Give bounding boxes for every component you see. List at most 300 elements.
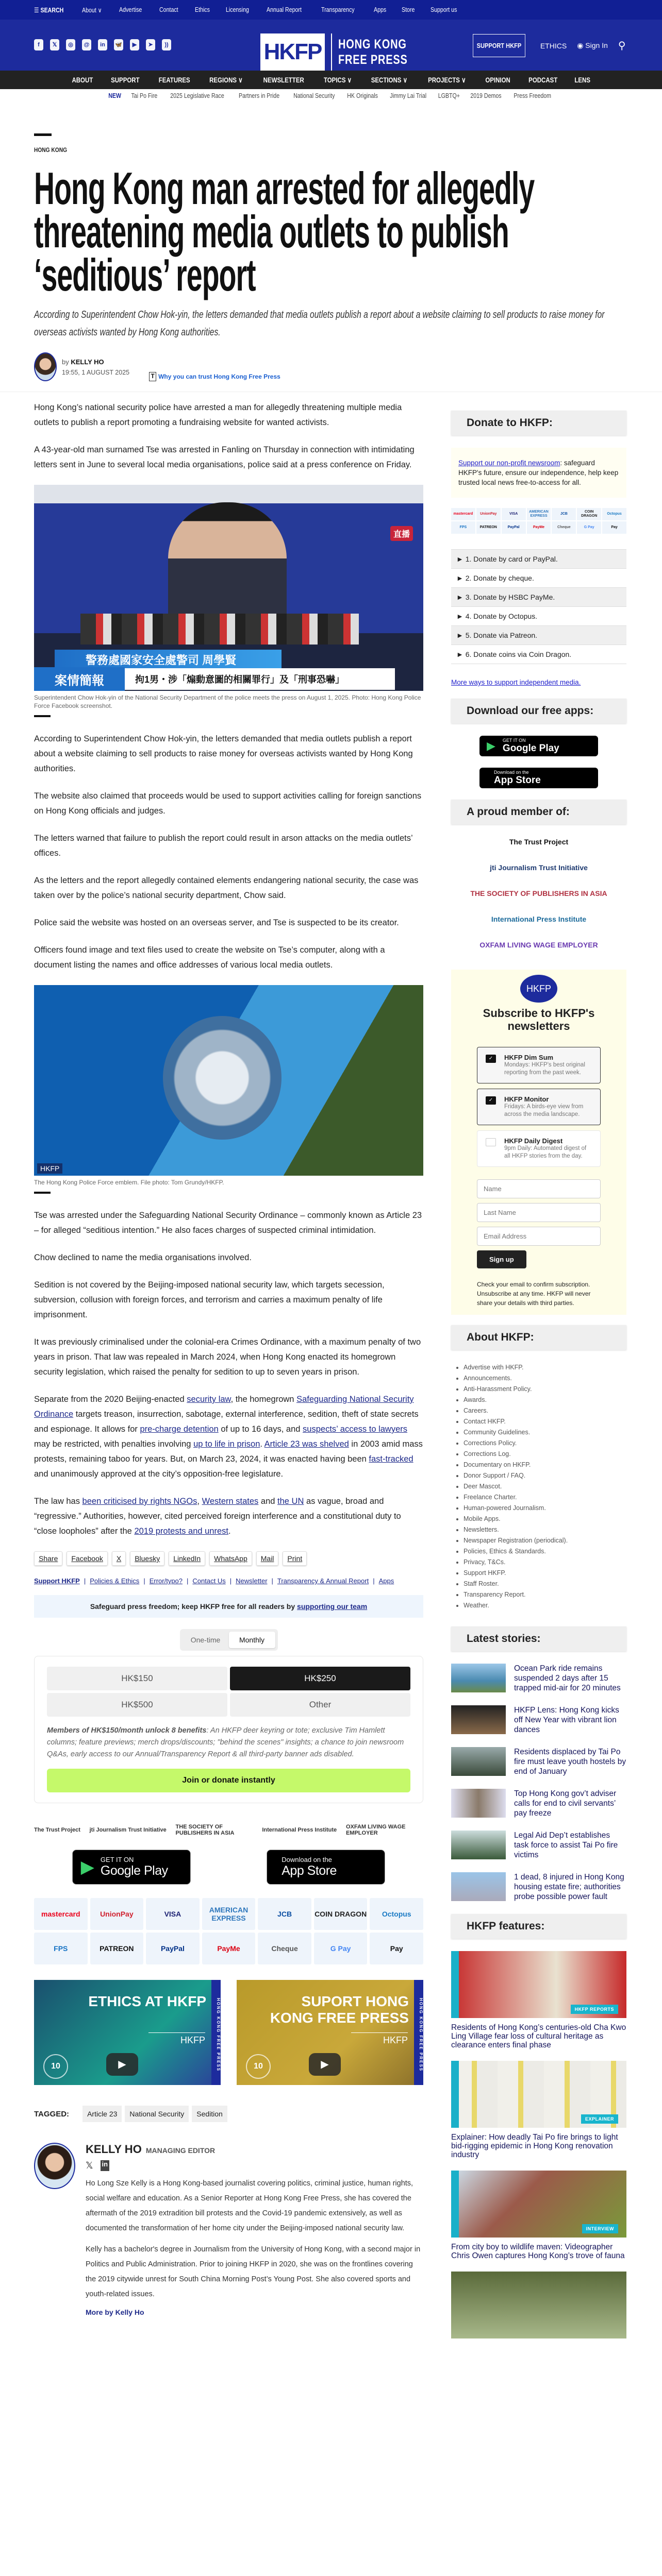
video-thumbnail[interactable] bbox=[237, 1980, 423, 2085]
payment-logo: mastercard bbox=[34, 1898, 88, 1930]
about-link[interactable]: • Contact HKFP. bbox=[464, 1416, 626, 1427]
video-title: ETHICS AT HKFP bbox=[88, 1993, 206, 2009]
about-link[interactable]: • Newspaper Registration (periodical). bbox=[464, 1535, 626, 1546]
benefits-text: : An HKFP deer keyring or tote; exclusive Tim Hamlett columns; feature previews; merch drops/discounts; "behind the scenes" insights; a chance to join newsroom Q&As, early access to our Annual/Transparency Report & all third-party banner ads disabled. bbox=[47, 1726, 404, 1758]
name-input[interactable] bbox=[477, 1179, 601, 1198]
video-title: SUPORT HONG KONG FREE PRESS bbox=[270, 1993, 409, 2026]
top-bar bbox=[0, 0, 662, 20]
hkfp-side-strip bbox=[451, 2061, 459, 2128]
join-donate-button[interactable]: Join or donate instantly bbox=[47, 1769, 410, 1792]
search-icon[interactable]: ⚲ bbox=[618, 40, 626, 52]
inline-link[interactable]: security law bbox=[187, 1395, 231, 1404]
payment-logo: FPS bbox=[34, 1933, 88, 1964]
about-link[interactable]: • Mobile Apps. bbox=[464, 1514, 626, 1524]
paragraph-text: and bbox=[258, 1497, 278, 1506]
checkbox[interactable]: ✓ bbox=[486, 1096, 496, 1105]
play-icon[interactable]: ▶ bbox=[309, 2053, 341, 2076]
photo-caption: Superintendent Chow Hok-yin of the National Security Department of the police meets the press on August 1, 2025. Photo: Hong Kong Police Force Facebook screenshot. bbox=[34, 694, 421, 709]
one-time-tab[interactable]: One-time bbox=[190, 1636, 221, 1644]
checkbox[interactable] bbox=[486, 1138, 496, 1146]
article-paragraph bbox=[34, 732, 423, 776]
inline-link[interactable]: Western states bbox=[202, 1497, 259, 1506]
inline-link[interactable]: pre-charge detention bbox=[140, 1425, 219, 1434]
story-title[interactable]: Top Hong Kong gov’t adviser calls for end to civil servants’ pay freeze bbox=[514, 1789, 617, 1818]
by-label: by bbox=[62, 358, 69, 366]
ten-years-badge: 10 bbox=[43, 2054, 68, 2079]
support-newsroom-link[interactable]: Support our non-profit newsroom bbox=[458, 459, 560, 467]
topbar-item[interactable]: Apps bbox=[373, 6, 386, 13]
author-link[interactable]: KELLY HO bbox=[71, 358, 104, 366]
store-name: App Store bbox=[282, 1863, 337, 1878]
linkedin-icon[interactable]: in bbox=[101, 2160, 110, 2171]
feature-story[interactable] bbox=[451, 2171, 626, 2260]
article-lede: According to Superintendent Chow Hok-yin, the letters demanded that media outlets publish a report about a website claiming to sell products to raise money for overseas activists wanted by Hong Kong authorities. bbox=[34, 309, 605, 338]
feature-title[interactable]: From city boy to wildlife maven: Videographer Chris Owen captures Hong Kong’s trove of fauna bbox=[451, 2243, 625, 2260]
about-link[interactable]: • Deer Mascot. bbox=[464, 1481, 626, 1492]
rss-icon[interactable]: )) bbox=[162, 39, 171, 50]
inline-link[interactable]: up to life in prison bbox=[193, 1439, 260, 1449]
member-logo[interactable]: jti Journalism Trust Initiative bbox=[490, 863, 588, 872]
story-thumbnail[interactable] bbox=[451, 1789, 506, 1818]
share-print-button[interactable]: Print bbox=[283, 1551, 307, 1566]
trending-item[interactable]: LGBTQ+ bbox=[438, 92, 460, 99]
donate-method[interactable]: ► 5. Donate via Patreon. bbox=[451, 625, 626, 645]
nav-item[interactable]: LENS bbox=[574, 76, 591, 84]
x-icon[interactable]: 𝕏 bbox=[86, 2160, 93, 2171]
feature-image[interactable] bbox=[451, 2061, 626, 2128]
nav-item[interactable]: PODCAST bbox=[528, 76, 558, 84]
payment-logo-small: PATREON bbox=[476, 521, 501, 534]
about-heading: About HKFP: bbox=[451, 1325, 626, 1350]
nav-item[interactable]: REGIONS ∨ bbox=[209, 75, 243, 84]
footer-link[interactable]: Policies & Ethics bbox=[90, 1577, 140, 1585]
tag[interactable]: Sedition bbox=[192, 2106, 227, 2122]
paragraph-text: Officers found image and text files used to create the website on Tse’s computer, along with a document listing the names and office addresses of various local media outlets. bbox=[34, 945, 385, 970]
member-logo[interactable]: OXFAM LIVING WAGE EMPLOYER bbox=[345, 1824, 406, 1836]
donation-box bbox=[34, 1656, 423, 1803]
latest-story[interactable] bbox=[451, 1705, 626, 1735]
share-x-button[interactable]: X bbox=[112, 1551, 126, 1566]
trending-item[interactable]: Tai Po Fire bbox=[131, 92, 157, 99]
about-link[interactable]: • Policies, Ethics & Standards. bbox=[464, 1546, 626, 1557]
option-desc: Mondays: HKFP's best original reporting from the past week. bbox=[504, 1062, 585, 1076]
payment-logo-small: AMERICAN EXPRESS bbox=[527, 508, 551, 520]
donate-method[interactable]: ► 6. Donate coins via Coin Dragon. bbox=[451, 645, 626, 664]
option-desc: 9pm Daily: Automated digest of all HKFP stories from the day. bbox=[504, 1145, 587, 1159]
inline-link[interactable]: the UN bbox=[277, 1497, 304, 1506]
about-link[interactable]: • Newsletters. bbox=[464, 1524, 626, 1535]
hkfp-logo[interactable] bbox=[260, 33, 425, 71]
supporting-link[interactable]: supporting our team bbox=[297, 1602, 368, 1611]
newsletter-title: Subscribe to HKFP's newsletters bbox=[483, 1007, 595, 1032]
video-thumbnail[interactable] bbox=[34, 1980, 221, 2085]
trending-item[interactable]: HK Originals bbox=[347, 92, 378, 99]
footer-link[interactable]: Apps bbox=[378, 1577, 394, 1585]
about-link[interactable]: • Privacy, T&Cs. bbox=[464, 1557, 626, 1568]
about-link[interactable]: • Donor Support / FAQ. bbox=[464, 1470, 626, 1481]
article-paragraph bbox=[34, 443, 423, 472]
paragraph-text: A 43-year-old man surnamed Tse was arrested in Fanling on Thursday in connection with intimidating letters sent in June to several local media organisations, police said at a press conference on Friday. bbox=[34, 445, 415, 469]
option-name: HKFP Daily Digest bbox=[504, 1137, 563, 1145]
paragraph-text: It was previously criminalised under the colonial-era Crimes Ordinance, with a maximum penalty of two years in prison. That law was repealed in March 2024, when Hong Kong enacted its homegrown security legislation, which raised the penalty for sedition to up to seven years in prison. bbox=[34, 1337, 421, 1377]
paragraph-text: Police said the website was hosted on an overseas server, and Tse is suspected to be its creator. bbox=[34, 918, 399, 927]
hkfp-logo: HKFP bbox=[520, 975, 557, 1003]
trust-link[interactable] bbox=[149, 372, 280, 381]
payment-logo: Pay bbox=[370, 1933, 423, 1964]
social-links bbox=[34, 39, 171, 50]
store-small: GET IT ON bbox=[100, 1856, 134, 1863]
share-share-button[interactable]: Share bbox=[34, 1551, 62, 1566]
payment-logo: JCB bbox=[258, 1898, 311, 1930]
section-rule bbox=[34, 715, 51, 717]
feature-image[interactable] bbox=[451, 2272, 626, 2338]
author-role: MANAGING EDITOR bbox=[145, 2146, 216, 2155]
about-link[interactable]: • Weather. bbox=[464, 1600, 626, 1611]
about-link[interactable]: • Staff Roster. bbox=[464, 1579, 626, 1589]
paragraph-text: , the homegrown bbox=[230, 1395, 297, 1404]
about-links bbox=[451, 1362, 626, 1611]
payment-logo: PayPal bbox=[146, 1933, 200, 1964]
member-benefits bbox=[47, 1725, 410, 1760]
facebook-icon[interactable]: f bbox=[34, 39, 43, 50]
member-logo[interactable]: International Press Institute bbox=[262, 1827, 337, 1833]
instagram-icon[interactable]: ◎ bbox=[66, 39, 75, 50]
tags bbox=[34, 2106, 423, 2122]
checkbox[interactable]: ✓ bbox=[486, 1055, 496, 1063]
latest-story[interactable] bbox=[451, 1831, 626, 1860]
payment-logo-small: Octopus bbox=[602, 508, 626, 520]
member-logo[interactable]: The Trust Project bbox=[509, 838, 569, 846]
footer-link[interactable]: Transparency & Annual Report bbox=[277, 1577, 369, 1585]
story-thumbnail[interactable] bbox=[451, 1872, 506, 1901]
logo-divider bbox=[331, 33, 332, 71]
about-link[interactable]: • Transparency Report. bbox=[464, 1589, 626, 1600]
story-title[interactable]: 1 dead, 8 injured in Hong Kong housing estate fire; authorities probe possible power fault bbox=[514, 1873, 624, 1901]
store-name: Google Play bbox=[100, 1863, 168, 1878]
trending-item[interactable]: 2019 Demos bbox=[470, 92, 502, 99]
topbar-item[interactable]: Transparency bbox=[321, 6, 355, 13]
author-bio: Ho Long Sze Kelly is a Hong Kong-based journalist covering politics, criminal justice, human rights, social welfare and education. As a Senior Reporter at Hong Kong Free Press, she has covered the aftermath of the 2019 extradition bill protests and the Covid-19 pandemic extensively, as well as documented the transformation of her home city under the Beijing-imposed national security law. bbox=[86, 2179, 413, 2232]
member-logo[interactable]: THE SOCIETY OF PUBLISHERS IN ASIA bbox=[175, 1824, 235, 1836]
trending-item[interactable]: National Security bbox=[293, 92, 335, 99]
latest-heading: Latest stories: bbox=[451, 1626, 626, 1651]
bluesky-icon[interactable]: 🦋 bbox=[114, 39, 123, 50]
member-logo[interactable]: International Press Institute bbox=[491, 915, 587, 923]
latest-story[interactable] bbox=[451, 1872, 626, 1902]
donate-method[interactable]: ► 1. Donate by card or PayPal. bbox=[451, 549, 626, 568]
paragraph-text: Tse was arrested under the Safeguarding National Security Ordinance – commonly known as Article 23 – for alleged “seditious intention.” He also faces charges of suspected criminal intimidation. bbox=[34, 1211, 422, 1235]
article-paragraph bbox=[34, 1208, 423, 1238]
play-icon[interactable]: ▶ bbox=[106, 2053, 138, 2076]
paragraph-text: and unanimously approved at the city’s opposition-free legislature. bbox=[34, 1469, 284, 1479]
option-name: HKFP Monitor bbox=[504, 1095, 549, 1103]
latest-story[interactable] bbox=[451, 1747, 626, 1776]
feature-story[interactable] bbox=[451, 2061, 626, 2159]
about-link[interactable]: • Corrections Policy. bbox=[464, 1438, 626, 1449]
latest-story[interactable] bbox=[451, 1789, 626, 1818]
footer-link[interactable]: Contact Us bbox=[192, 1577, 226, 1585]
sidebar bbox=[451, 400, 626, 2338]
amount-option-other[interactable]: Other bbox=[230, 1693, 410, 1717]
newsletter-option[interactable] bbox=[477, 1047, 601, 1083]
logo-mark: HKFP bbox=[260, 33, 325, 71]
inline-link[interactable]: suspects’ access to lawyers bbox=[303, 1425, 408, 1434]
member-logo[interactable]: THE SOCIETY OF PUBLISHERS IN ASIA bbox=[470, 889, 607, 897]
feature-image[interactable] bbox=[451, 2171, 626, 2238]
story-title[interactable]: Legal Aid Dep’t establishes task force to assist Tai Po fire victims bbox=[514, 1831, 618, 1859]
topbar-item[interactable]: About ∨ bbox=[82, 6, 102, 14]
linkedin-icon[interactable]: in bbox=[98, 39, 107, 50]
paragraph-text: , bbox=[197, 1497, 202, 1506]
about-link[interactable]: • Human-powered Journalism. bbox=[464, 1503, 626, 1514]
monthly-tab[interactable]: Monthly bbox=[229, 1632, 275, 1648]
share-bar bbox=[34, 1551, 423, 1566]
story-title[interactable]: HKFP Lens: Hong Kong kicks off New Year with vibrant lion dances bbox=[514, 1706, 619, 1734]
benefits-heading: Members of HK$150/month unlock 8 benefits bbox=[47, 1726, 207, 1735]
author-name[interactable]: KELLY HO bbox=[86, 2143, 142, 2156]
story-thumbnail[interactable] bbox=[451, 1664, 506, 1692]
feature-title[interactable]: Explainer: How deadly Tai Po fire brings to light bid-rigging epidemic in Hong Kong renovation industry bbox=[451, 2133, 618, 2159]
newsletter-note: Check your email to confirm subscription. Unsubscribe at any time. HKFP will never share your details with third parties. bbox=[477, 1281, 591, 1307]
topbar-item[interactable]: Support us bbox=[431, 6, 457, 13]
donate-method[interactable]: ► 2. Donate by cheque. bbox=[451, 568, 626, 587]
search-button[interactable]: ☰ SEARCH bbox=[34, 6, 64, 14]
inline-link[interactable]: been criticised by rights NGOs bbox=[82, 1497, 197, 1506]
apps-heading: Download our free apps: bbox=[451, 699, 626, 723]
link-separator: | bbox=[373, 1577, 375, 1585]
amount-option-selected[interactable]: HK$250 bbox=[230, 1667, 410, 1690]
donate-heading: Donate to HKFP: bbox=[451, 411, 626, 435]
chyron-top: 警務處國家安全處警司 周學賢 bbox=[55, 650, 282, 670]
trust-project-icon: T bbox=[149, 372, 156, 381]
youtube-icon[interactable]: ▶ bbox=[130, 39, 139, 50]
google-play-icon: ▶ bbox=[80, 1857, 94, 1877]
press-conference-photo bbox=[34, 485, 423, 691]
tag[interactable]: Article 23 bbox=[82, 2106, 122, 2122]
features-heading: HKFP features: bbox=[451, 1914, 626, 1939]
paragraph-text: Sedition is not covered by the Beijing-imposed national security law, which targets secession, subversion, collusion with foreign forces, and terrorism and carries a maximum penalty of life imprisonment. bbox=[34, 1280, 385, 1319]
member-heading: A proud member of: bbox=[451, 800, 626, 824]
google-play-badge[interactable] bbox=[479, 736, 598, 756]
paragraph-text: Chow declined to name the media organisations involved. bbox=[34, 1253, 252, 1262]
category-label[interactable]: HONG KONG bbox=[34, 146, 68, 154]
article-paragraph bbox=[34, 831, 423, 861]
support-hkfp-button[interactable]: SUPPORT HKFP bbox=[473, 34, 525, 57]
about-link[interactable]: • Community Guidelines. bbox=[464, 1427, 626, 1438]
feature-badge: INTERVIEW bbox=[582, 2224, 618, 2233]
user-icon: ◉ bbox=[577, 41, 586, 49]
about-link[interactable]: • Corrections Log. bbox=[464, 1449, 626, 1460]
about-link[interactable]: • Freelance Charter. bbox=[464, 1492, 626, 1503]
paragraph-text: as vague, broad and “regressive.” Authorities, however, cited perceived foreign interference and a constitutional duty to “close loopholes” after the bbox=[34, 1497, 401, 1536]
story-title[interactable]: Ocean Park ride remains suspended 2 days after 15 trapped mid-air for 20 minutes bbox=[514, 1664, 621, 1692]
last-name-input[interactable] bbox=[477, 1203, 601, 1222]
feature-image[interactable] bbox=[451, 1951, 626, 2018]
about-link[interactable]: • Documentary on HKFP. bbox=[464, 1460, 626, 1470]
trending-item[interactable]: Partners in Pride bbox=[239, 92, 280, 99]
about-link[interactable]: • Support HKFP. bbox=[464, 1568, 626, 1579]
share-whatsapp-button[interactable]: WhatsApp bbox=[209, 1551, 252, 1566]
share-linkedin-button[interactable]: LinkedIn bbox=[169, 1551, 205, 1566]
footer-link[interactable]: Support HKFP bbox=[34, 1577, 80, 1585]
topbar-item[interactable]: Store bbox=[402, 6, 415, 13]
app-store-badge[interactable] bbox=[479, 768, 598, 788]
nav-item[interactable]: PROJECTS ∨ bbox=[428, 75, 466, 84]
paragraph-text: Separate from the 2020 Beijing-enacted bbox=[34, 1395, 187, 1404]
member-logo[interactable]: jti Journalism Trust Initiative bbox=[89, 1827, 167, 1833]
sign-up-button[interactable]: Sign up bbox=[477, 1250, 526, 1268]
article-paragraph bbox=[34, 873, 423, 903]
donate-method[interactable]: ► 3. Donate by HSBC PayMe. bbox=[451, 587, 626, 606]
nav-item[interactable]: ABOUT bbox=[72, 76, 93, 84]
about-link[interactable]: • Advertise with HKFP. bbox=[464, 1362, 626, 1373]
email-input[interactable] bbox=[477, 1227, 601, 1246]
sign-in-link[interactable] bbox=[577, 41, 608, 50]
nav-item[interactable]: SUPPORT bbox=[111, 76, 140, 84]
share-mail-button[interactable]: Mail bbox=[256, 1551, 279, 1566]
more-ways-link[interactable]: More ways to support independent media. bbox=[451, 679, 581, 686]
link-separator: | bbox=[271, 1577, 273, 1585]
videos bbox=[34, 1980, 423, 2085]
article-paragraph bbox=[34, 943, 423, 973]
payment-methods bbox=[34, 1898, 423, 1964]
nav-item[interactable]: NEWSLETTER bbox=[263, 76, 304, 84]
newsletter-option[interactable] bbox=[477, 1130, 601, 1167]
ethics-link[interactable]: ETHICS bbox=[540, 41, 567, 50]
paragraph-text: The law has bbox=[34, 1497, 82, 1506]
live-badge: 直播 bbox=[390, 526, 413, 541]
threads-icon[interactable]: @ bbox=[82, 39, 91, 50]
feature-story[interactable] bbox=[451, 1951, 626, 2049]
nav-item[interactable]: FEATURES bbox=[158, 76, 190, 84]
emblem bbox=[163, 1016, 282, 1140]
paragraph-text: Hong Kong’s national security police have arrested a man for allegedly threatening multiple media outlets to publish a report promoting a fundraising website for wanted activists. bbox=[34, 403, 402, 427]
photo-caption: The Hong Kong Police Force emblem. File photo: Tom Grundy/HKFP. bbox=[34, 1179, 224, 1186]
author-avatar[interactable] bbox=[34, 352, 57, 381]
trending-item[interactable]: Press Freedom bbox=[514, 92, 552, 99]
newsletter-signup bbox=[451, 970, 626, 1315]
new-label: NEW bbox=[108, 92, 122, 99]
story-thumbnail[interactable] bbox=[451, 1831, 506, 1859]
nav-item[interactable]: TOPICS ∨ bbox=[324, 75, 352, 84]
payment-logo-small: G Pay bbox=[577, 521, 601, 534]
nav-item[interactable]: SECTIONS ∨ bbox=[371, 75, 408, 84]
more-by-author-link[interactable]: More by Kelly Ho bbox=[86, 2308, 144, 2316]
paragraph-text: As the letters and the report allegedly contained elements endangering national security, the case was taken over by the police’s national security department, Chow said. bbox=[34, 876, 419, 900]
payment-logo-small: Pay bbox=[602, 521, 626, 534]
article-paragraph bbox=[34, 1494, 423, 1539]
share-bluesky-button[interactable]: Bluesky bbox=[130, 1551, 164, 1566]
trending-item[interactable]: Jimmy Lai Trial bbox=[390, 92, 427, 99]
payment-methods-small bbox=[451, 508, 626, 534]
about-link[interactable]: • Announcements. bbox=[464, 1373, 626, 1384]
payment-logo-small: mastercard bbox=[451, 508, 475, 520]
store-name: Google Play bbox=[502, 743, 559, 754]
paragraph-text: may be restricted, with penalties involving bbox=[34, 1439, 194, 1449]
x-icon[interactable]: 𝕏 bbox=[50, 39, 59, 50]
member-logos bbox=[34, 1824, 423, 1836]
topbar-item[interactable]: Contact bbox=[159, 6, 178, 13]
inline-link[interactable]: Safeguarding National Security Ordinance bbox=[34, 1395, 414, 1419]
chyron-text: 拘1男・涉「煽動意圖的相關罪行」及「刑事恐嚇」 bbox=[135, 674, 345, 685]
video-side-label: HONG KONG FREE PRESS bbox=[211, 1980, 221, 2085]
topbar-item[interactable]: Licensing bbox=[226, 6, 249, 13]
chyron-label: 案情簡報 bbox=[34, 667, 125, 691]
payment-logo-small: COIN DRAGON bbox=[577, 508, 601, 520]
footer-link[interactable]: Newsletter bbox=[236, 1577, 268, 1585]
topbar-item[interactable]: Advertise bbox=[119, 6, 142, 13]
article-paragraph bbox=[34, 1250, 423, 1265]
topbar-item[interactable]: Ethics bbox=[194, 6, 210, 13]
story-thumbnail[interactable] bbox=[451, 1705, 506, 1734]
frequency-toggle bbox=[180, 1629, 278, 1651]
author-avatar[interactable] bbox=[34, 2143, 75, 2189]
safeguard-text: Safeguard press freedom; keep HKFP free for all readers by bbox=[90, 1602, 297, 1611]
google-play-badge[interactable] bbox=[72, 1850, 191, 1885]
link-separator: | bbox=[187, 1577, 189, 1585]
footer-link[interactable]: Error/typo? bbox=[149, 1577, 183, 1585]
donate-method[interactable]: ► 4. Donate by Octopus. bbox=[451, 606, 626, 625]
video-side-label: HONG KONG FREE PRESS bbox=[414, 1980, 423, 2085]
search-label: SEARCH bbox=[40, 6, 64, 14]
byline bbox=[34, 352, 662, 381]
story-title[interactable]: Residents displaced by Tai Po fire must leave youth hostels by end of January bbox=[514, 1748, 626, 1776]
inline-link[interactable]: 2019 protests and unrest bbox=[134, 1527, 228, 1536]
paragraph-text: of up to 16 days, and bbox=[218, 1425, 303, 1434]
link-separator: | bbox=[143, 1577, 145, 1585]
article-footer-links bbox=[34, 1577, 423, 1585]
store-name: App Store bbox=[494, 775, 541, 786]
amount-option[interactable]: HK$500 bbox=[47, 1693, 227, 1717]
member-logo[interactable]: The Trust Project bbox=[34, 1827, 80, 1833]
video-brand: HKFP bbox=[148, 2032, 205, 2046]
payment-logo: COIN DRAGON bbox=[314, 1898, 368, 1930]
feature-title[interactable]: Residents of Hong Kong’s centuries-old Cha Kwo Ling Village fear loss of cultural heritage as clearance enters final phase bbox=[451, 2023, 626, 2049]
trending-item[interactable]: 2025 Legislative Race bbox=[170, 92, 225, 99]
section-rule bbox=[34, 133, 52, 136]
story-thumbnail[interactable] bbox=[451, 1747, 506, 1776]
store-small: GET IT ON bbox=[502, 738, 526, 743]
payment-logo-small: PayMe bbox=[527, 521, 551, 534]
inline-link[interactable]: fast-tracked bbox=[369, 1454, 413, 1464]
author-bio: Kelly has a bachelor's degree in Journalism from the University of Hong Kong, with a second major in Politics and Public Administration. Prior to joining HKFP in 2020, she was on the frontlines covering the 2019 citywide unrest for South China Morning Post’s Young Post. She also covered sports and youth-related issues. bbox=[86, 2245, 421, 2298]
about-link[interactable]: • Careers. bbox=[464, 1405, 626, 1416]
nav-item[interactable]: OPINION bbox=[485, 76, 510, 84]
inline-link[interactable]: Article 23 was shelved bbox=[264, 1439, 349, 1449]
about-link[interactable]: • Awards. bbox=[464, 1395, 626, 1405]
hkfp-side-strip bbox=[451, 1951, 459, 2018]
app-store-badge[interactable] bbox=[267, 1850, 385, 1885]
about-link[interactable]: • Anti-Harassment Policy. bbox=[464, 1384, 626, 1395]
topbar-item[interactable]: Annual Report bbox=[266, 6, 302, 13]
logo-line: FREE PRESS bbox=[338, 53, 408, 67]
share-facebook-button[interactable]: Facebook bbox=[67, 1551, 107, 1566]
latest-story[interactable] bbox=[451, 1664, 626, 1693]
telegram-icon[interactable]: ➤ bbox=[146, 39, 155, 50]
payment-logo: G Pay bbox=[314, 1933, 368, 1964]
newsletter-option[interactable] bbox=[477, 1089, 601, 1125]
article-title: Hong Kong man arrested for allegedly threatening media outlets to publish ‘seditious’ report bbox=[34, 163, 535, 300]
paragraph-text: . bbox=[228, 1527, 231, 1536]
tag[interactable]: National Security bbox=[125, 2106, 189, 2122]
payment-logo-small: FPS bbox=[451, 521, 475, 534]
article-paragraph bbox=[34, 1335, 423, 1380]
trending-nav bbox=[0, 89, 662, 103]
main-nav bbox=[0, 71, 662, 89]
payment-logo-small: PayPal bbox=[502, 521, 526, 534]
member-logo[interactable]: OXFAM LIVING WAGE EMPLOYER bbox=[479, 941, 598, 949]
amount-option[interactable]: HK$150 bbox=[47, 1667, 227, 1690]
